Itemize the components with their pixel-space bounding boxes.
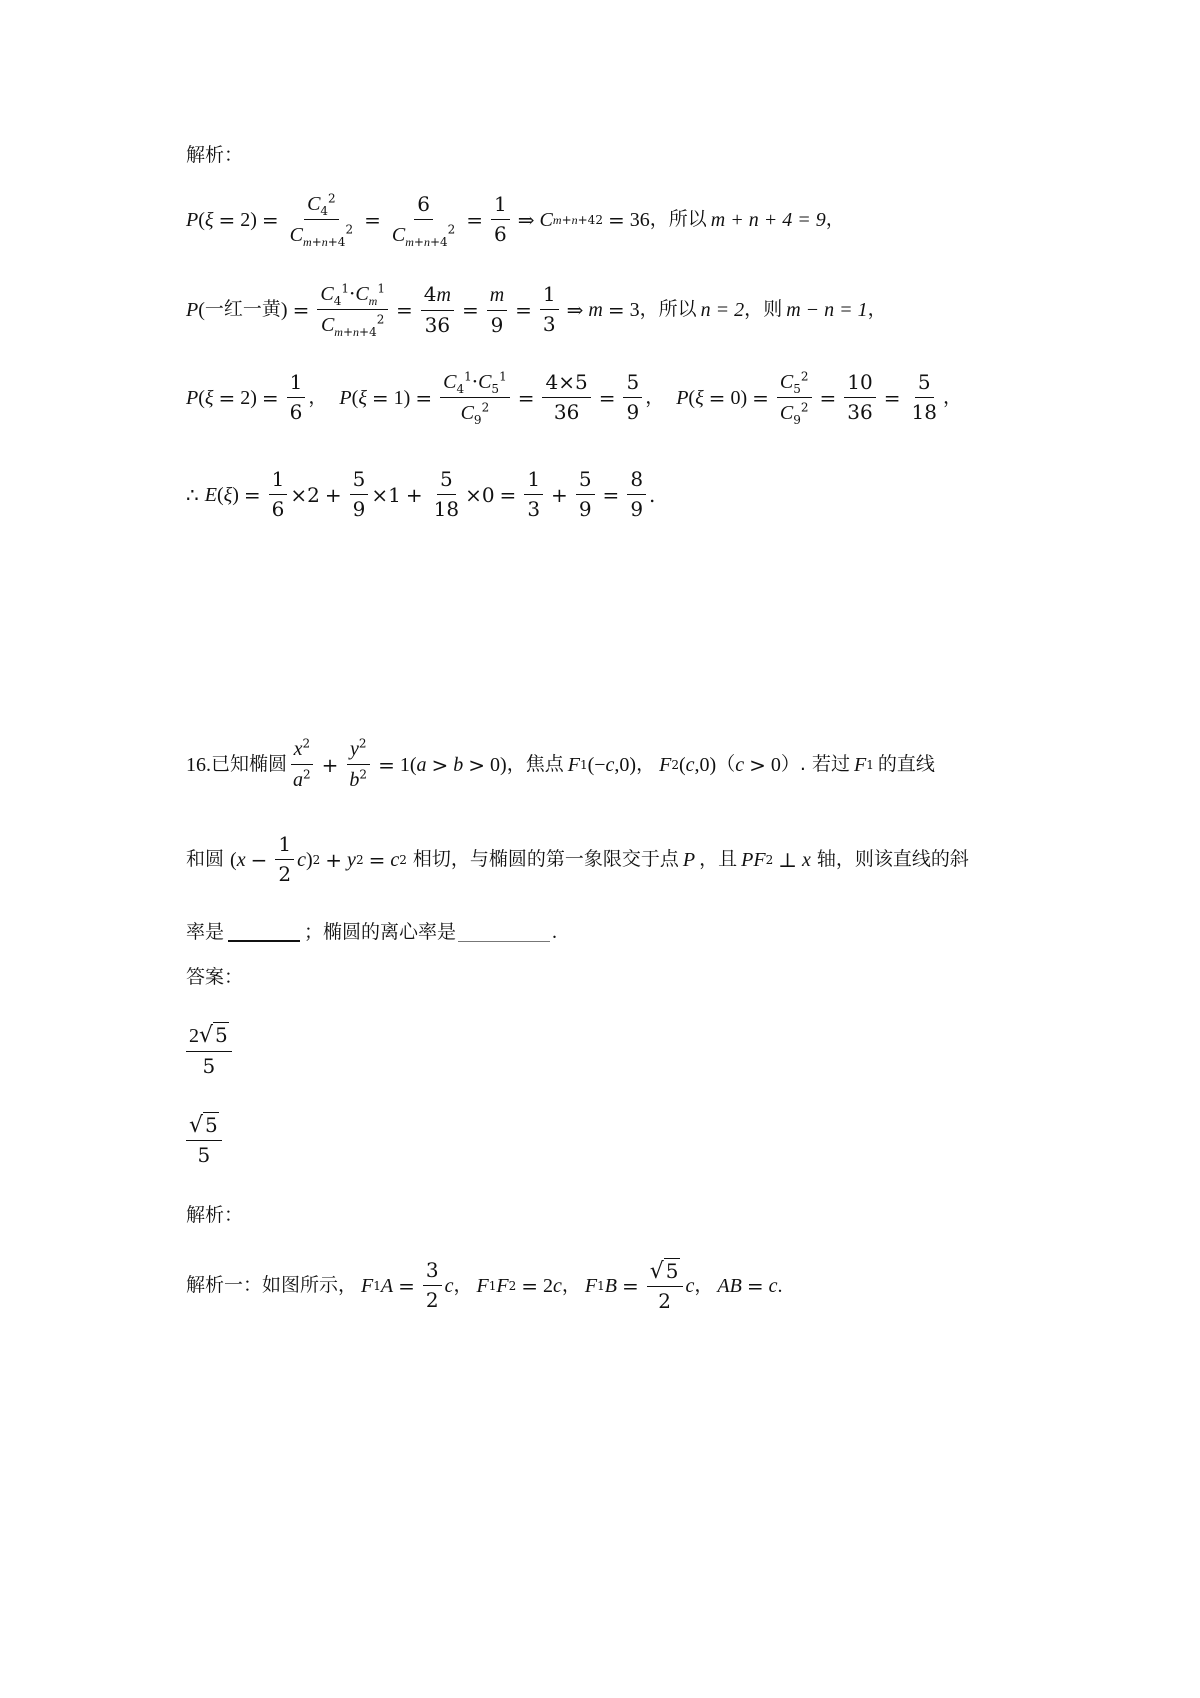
q16-text-7: 相切，与椭圆的第一象限交于点 (412, 848, 679, 870)
q16-text-6: 和圆 (186, 848, 225, 870)
q16-text-11: ；椭圆的离心率是 (304, 920, 457, 943)
q16-text-2: ，焦点 (506, 753, 564, 775)
question-number: 16. (186, 753, 211, 776)
therefore-symbol: ∴ (186, 482, 199, 507)
eq1-comma: ， (649, 208, 669, 230)
eq2-difference: m − n = 1 (786, 298, 868, 321)
answer-2: √ 5 5 (186, 1112, 225, 1167)
eq3-sep-1: ， (308, 386, 328, 408)
q16-text-10: 率是 (186, 920, 225, 943)
eq2-n-value: n = 2 (700, 298, 745, 321)
method1-sep-1: ， (453, 1274, 473, 1296)
eq1-solution: m + n + 4 = 9 (710, 208, 826, 231)
analysis-label-2: 解析： (186, 1204, 244, 1226)
answer-blank-2[interactable] (458, 923, 550, 942)
method1-intro: 解析一：如图所示， (186, 1274, 358, 1296)
equation-line-3: P ( ξ = 2) = $\frac{1}{6}$ ， P ( ξ = 1) = $\frac{C_4^1\cdot C_5^1}{C_9^2}$ = $\frac{4\times 5}{36}$ = $\frac{5}{9}$ ， P ( ξ = 0) = $\frac{C_5^2}{C_9^2}$ = $\frac{10}{36}$ = $\frac{5}{18}$ ， (186, 369, 962, 427)
question-16-line-3 (186, 922, 557, 942)
q16-text-4: ）. 若过 (780, 753, 850, 775)
question-16-line-2: 和圆 ( x − $\frac{1}{2}$ c ) 2 + y 2 = c 2 相切，与椭圆的第一象限交于点 P ，且 PF 2 ⊥ x 轴，则该直线的斜 (186, 832, 969, 886)
question-16-line-1: 16. 已知椭圆 $\frac{x^2}{a^2}$ + $\frac{y^2}{b^2}$ = 1( a > b > 0) ，焦点 F 1 (− c ,0) ， F 2 ( c ,0) （ c > 0 ）. 若过 F 1 的直线 (186, 736, 935, 791)
eq2-so: 所以 (658, 298, 697, 320)
q16-text-1: 已知椭圆 (211, 753, 288, 775)
eq3-sep-2: ， (645, 386, 665, 408)
q16-text-8: ，且 (699, 848, 738, 870)
answer-1: 2 √ 5 5 (186, 1022, 235, 1078)
equation-line-1: P ( ξ = 2) = $\frac{C_4^2}{C_{m+n+4}^2}$ = $\frac{6}{C_{m+n+4}^2}$ = $\frac{1}{6}$ ⇒ C m+n+4 2 = 36 ， 所以 m + n + 4 = 9 ， (186, 191, 845, 249)
answer-blank-1[interactable] (228, 922, 300, 942)
method1-sep-3: ， (694, 1274, 714, 1296)
eq2-then: 则 (763, 298, 783, 320)
answer-label: 答案： (186, 966, 244, 988)
q16-text-5: 的直线 (877, 753, 935, 775)
equation-line-4: ∴ E ( ξ ) = $\frac{1}{6}$ ×2 + $\frac{5}{9}$ ×1 + $\frac{5}{18}$ ×0 = $\frac{1}{3}$ + $\frac{5}{9}$ = $\frac{8}{9}$ . (186, 467, 656, 521)
q16-text-9: 轴，则该直线的斜 (816, 848, 969, 870)
q16-text-3: （ (716, 753, 736, 775)
method1-sep-2: ， (561, 1274, 581, 1296)
analysis-label: 解析： (186, 144, 244, 166)
eq1-so: 所以 (668, 208, 707, 230)
method-1-line: 解析一：如图所示， F 1 A = $\frac{3}{2}$ c ， F 1 F 2 = 2 c ， F 1 B = √ 5 2 c ， AB = c . (186, 1258, 783, 1313)
equation-line-2: P ( 一红一黄 ) = $\frac{C_4^1\cdot C_m^1}{C_{m+n+4}^2}$ = $\frac{4m}{36}$ = $\frac{m}{9}$ = $\frac{1}{3}$ ⇒ m = 3 ， 所以 n = 2 ， 则 m − n = 1 ， (186, 281, 887, 339)
eq2-event: 一红一黄 (204, 298, 281, 320)
q16-text-12: . (552, 921, 558, 943)
